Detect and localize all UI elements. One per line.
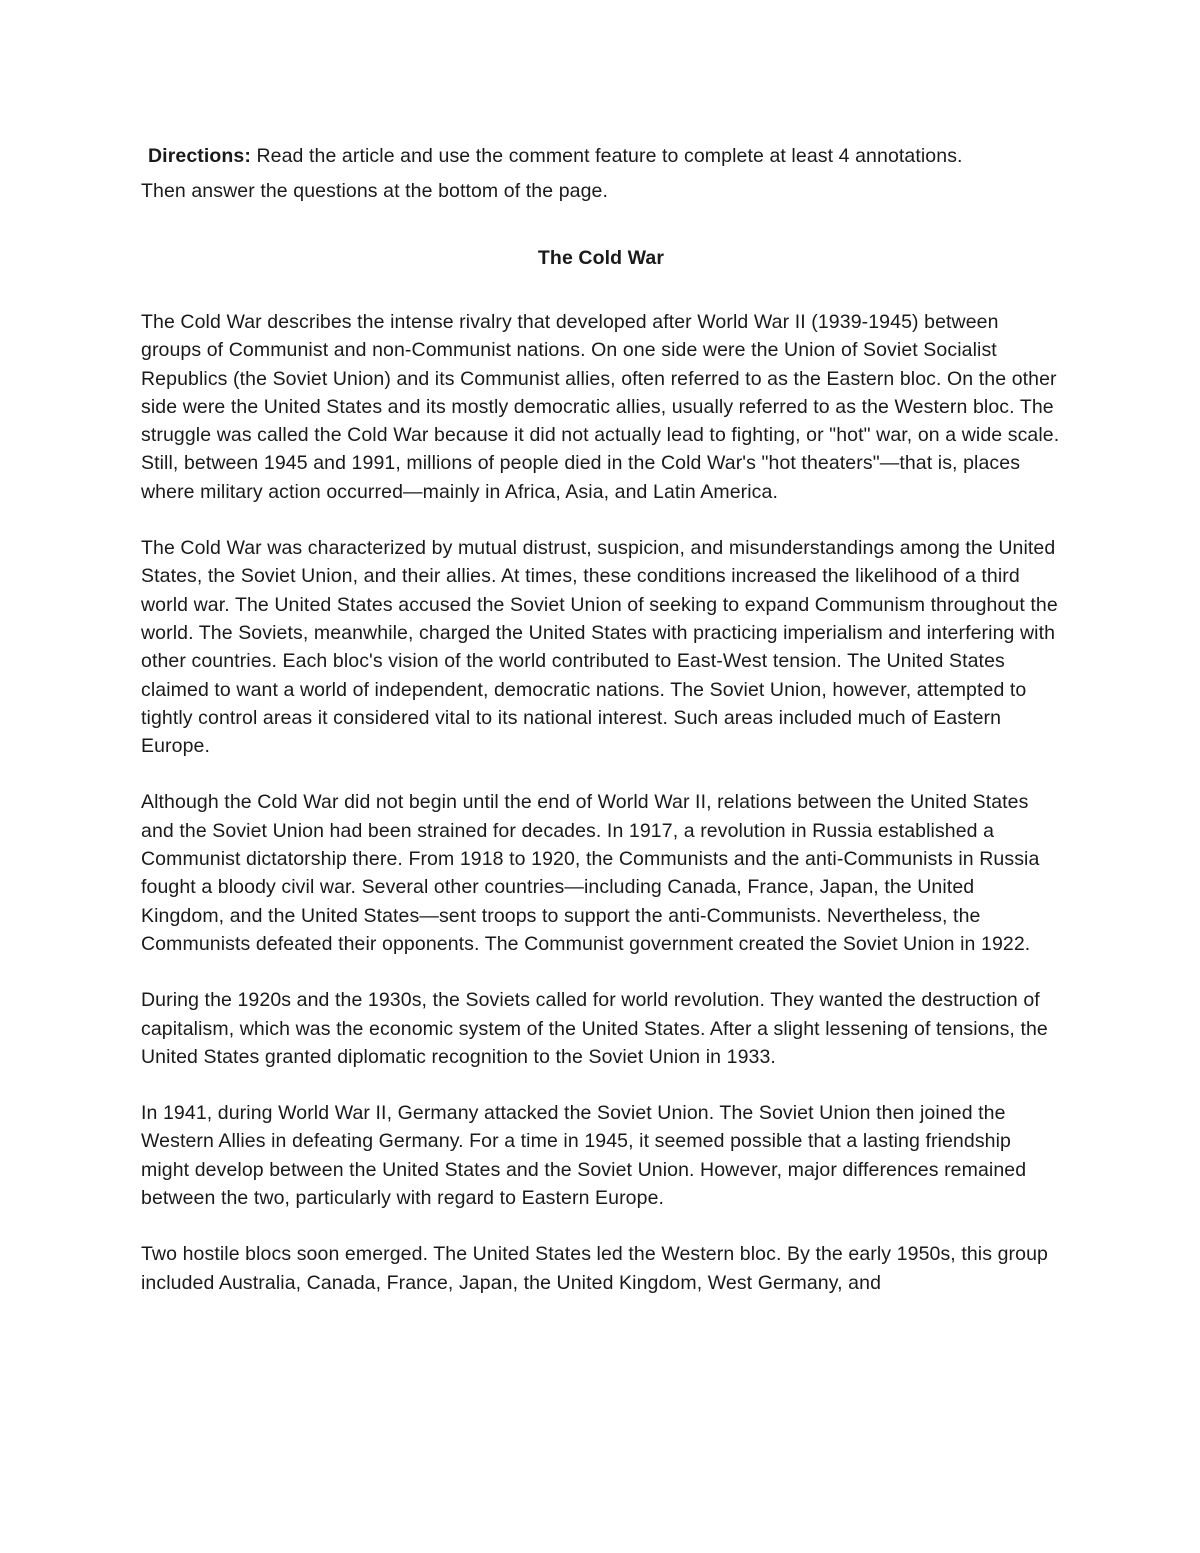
- article-paragraph-6: Two hostile blocs soon emerged. The United States led the Western bloc. By the early 1950s, this group included Australia, Canada, France, Japan, the United Kingdom, West Germany, and: [141, 1243, 1048, 1294]
- article-paragraph-5: In 1941, during World War II, Germany attacked the Soviet Union. The Soviet Union then joined the Western Allies in defeating Germany. For a time in 1945, it seemed possible that a lasting friendship might develop between the United States and the Soviet Union. However, major differences remained between the two, particularly with regard to Eastern Europe.: [141, 1102, 1027, 1210]
- article-paragraph-2: The Cold War was characterized by mutual distrust, suspicion, and misunderstandings among the United States, the Soviet Union, and their allies. At times, these conditions increased the likelihood of a third world war. The United States accused the Soviet Union of seeking to expand Communism throughout the world. The Soviets, meanwhile, charged the United States with practicing imperialism and interfering with other countries. Each bloc's vision of the world contributed to East-West tension. The United States claimed to want a world of independent, democratic nations. The Soviet Union, however, attempted to tightly control areas it considered vital to its national interest. Such areas included much of Eastern Europe.: [141, 537, 1058, 758]
- directions-text: Read the article and use the comment feature to complete at least 4 annotations.: [250, 145, 963, 167]
- document-content: [141, 139, 1061, 1297]
- article-title: The Cold War: [537, 247, 665, 269]
- article-paragraph-1: The Cold War describes the intense rivalry that developed after World War II (1939-1945) between groups of Communist and non-Communist nations. On one side were the Union of Soviet Socialist Republics (the Soviet Union) and its Communist allies, often referred to as the Eastern bloc. On the other side were the United States and its mostly democratic allies, usually referred to as the Western bloc. The struggle was called the Cold War because it did not actually lead to fighting, or "hot" war, on a wide scale. Still, between 1945 and 1991, millions of people died in the Cold War's "hot theaters"—that is, places where military action occurred—mainly in Africa, Asia, and Latin America.: [141, 311, 1060, 503]
- directions-label: Directions:: [148, 145, 251, 167]
- directions: [141, 139, 1061, 209]
- directions-text-2: Then answer the questions at the bottom of the page.: [141, 180, 609, 202]
- article-paragraph-3: Although the Cold War did not begin until the end of World War II, relations between the United States and the Soviet Union had been strained for decades. In 1917, a revolution in Russia established a Communist dictatorship there. From 1918 to 1920, the Communists and the anti-Communists in Russia fought a bloody civil war. Several other countries—including Canada, France, Japan, the United Kingdom, and the United States—sent troops to support the anti-Communists. Nevertheless, the Communists defeated their opponents. The Communist government created the Soviet Union in 1922.: [141, 791, 1040, 955]
- article-paragraph-4: During the 1920s and the 1930s, the Soviets called for world revolution. They wanted the destruction of capitalism, which was the economic system of the United States. After a slight lessening of tensions, the United States granted diplomatic recognition to the Soviet Union in 1933.: [141, 989, 1048, 1068]
